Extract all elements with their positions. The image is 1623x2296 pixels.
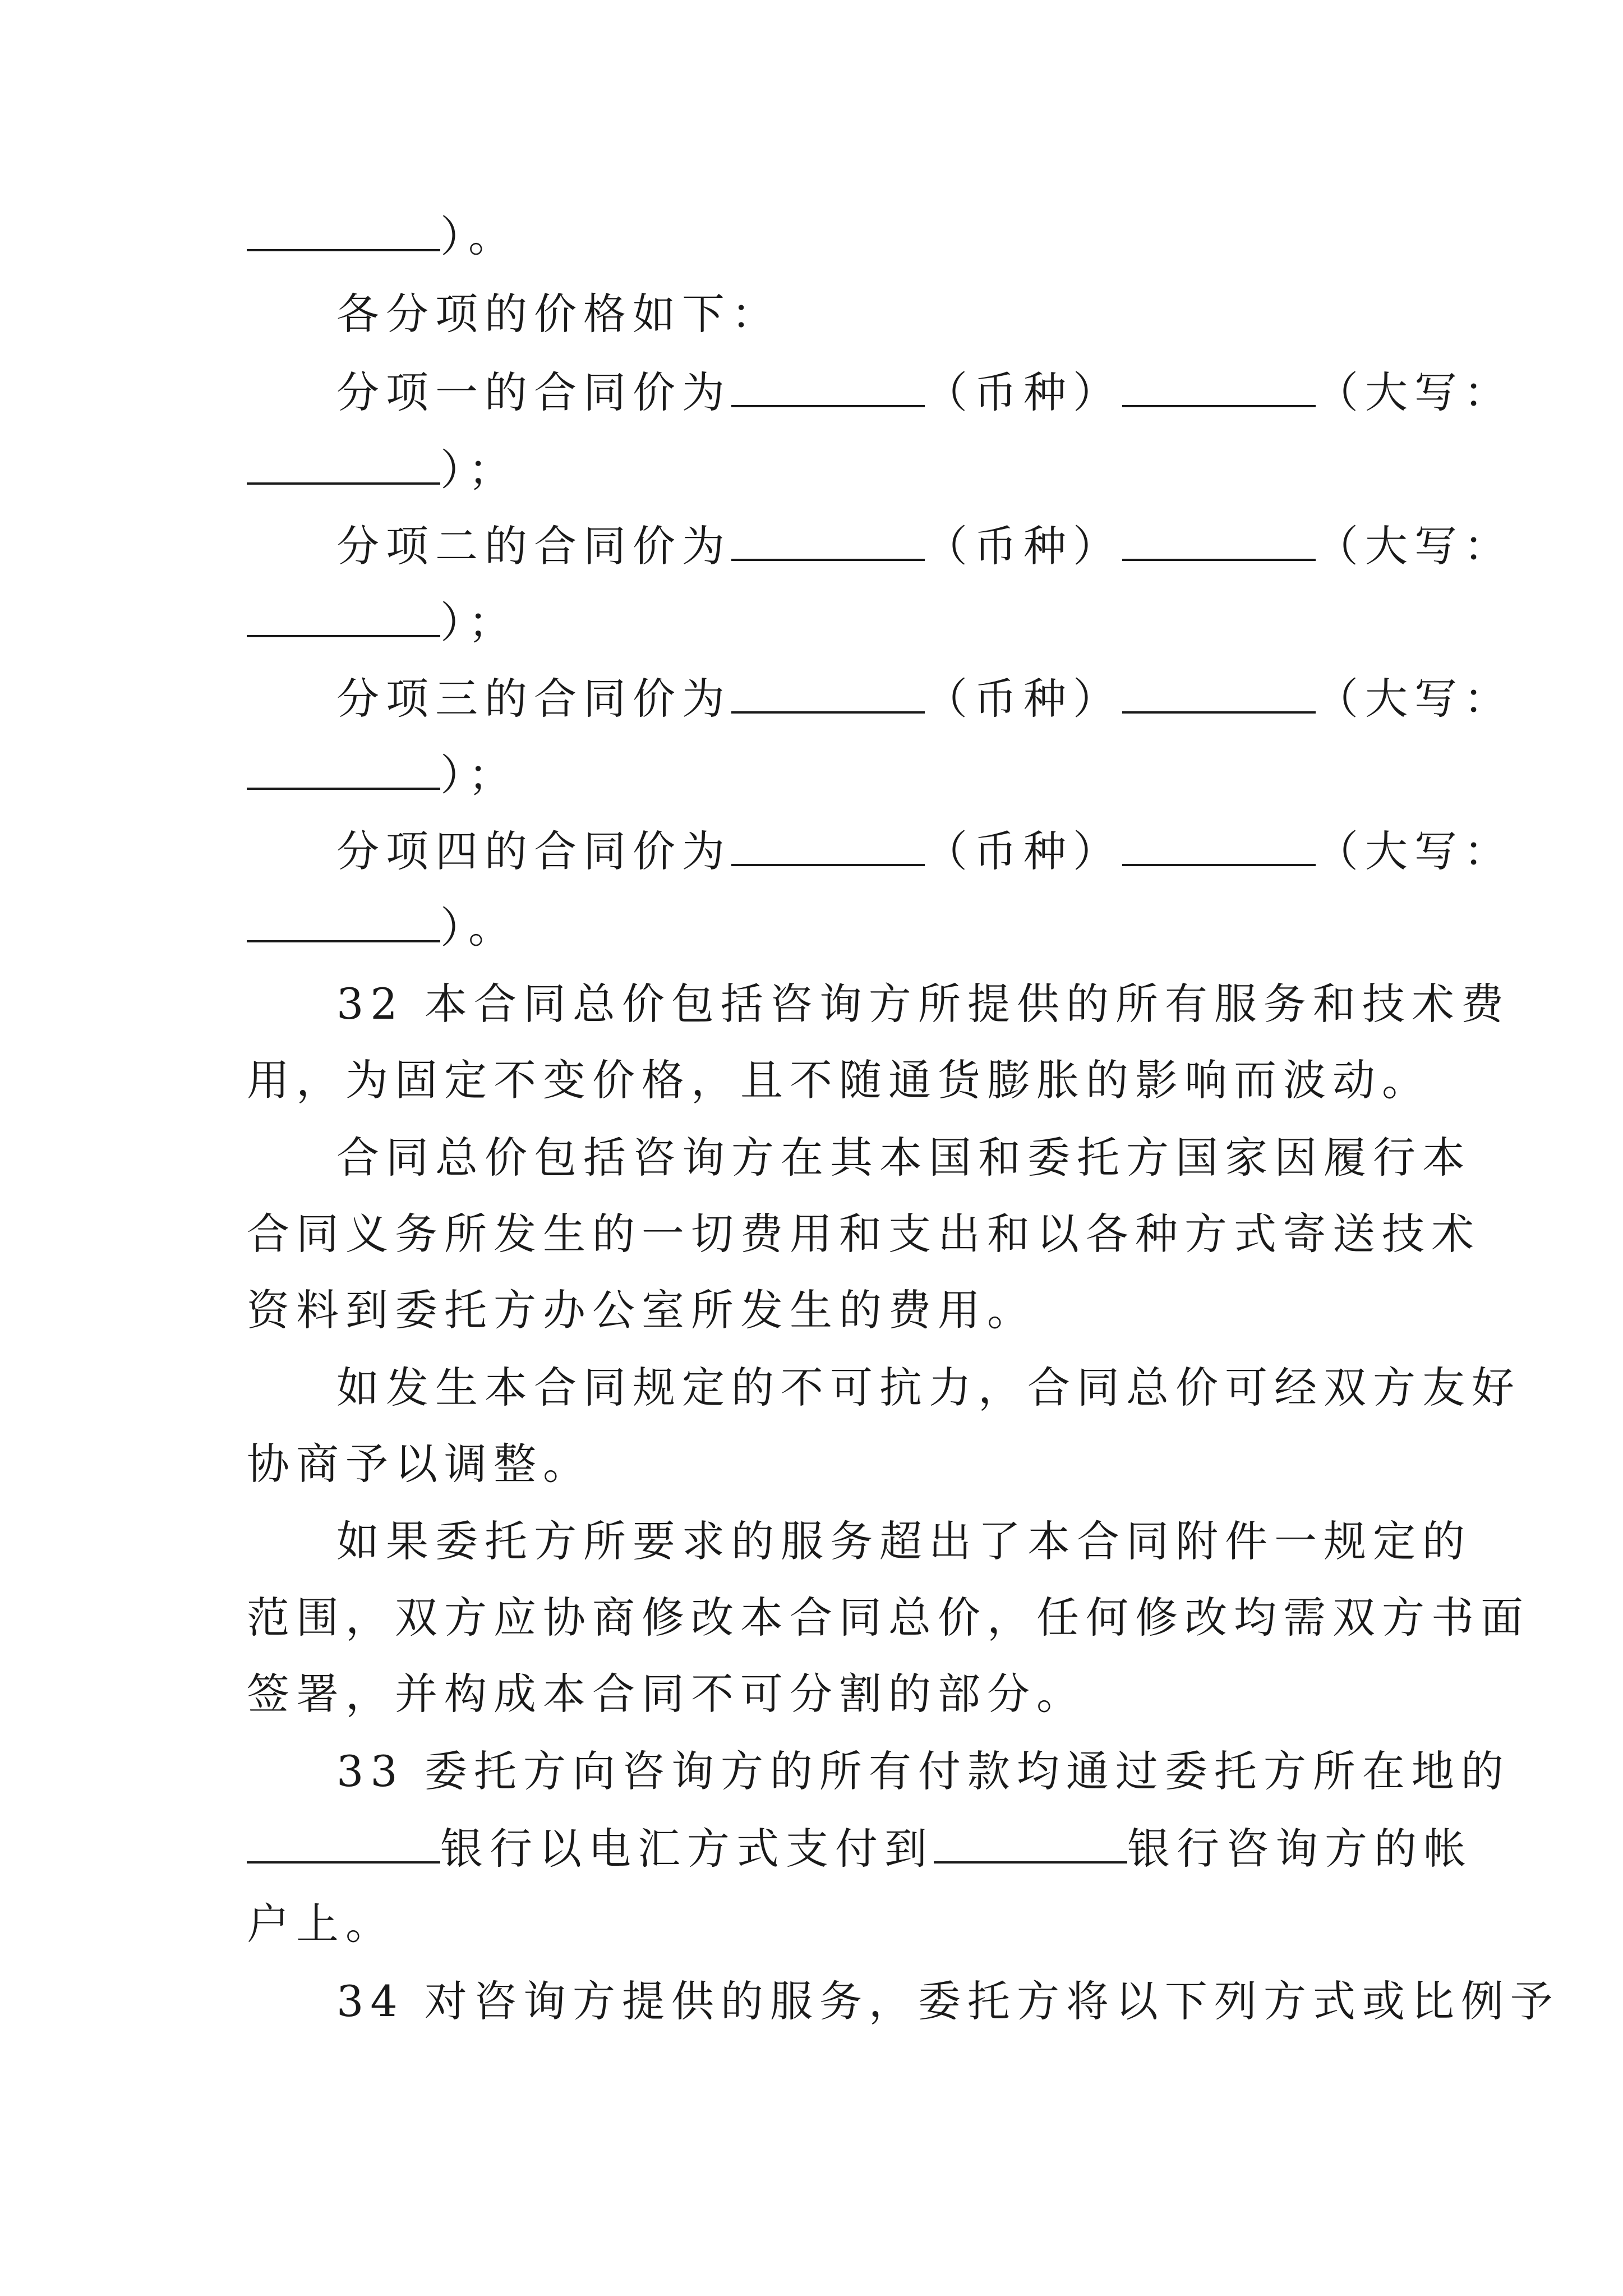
text-line: ）； — [247, 593, 1391, 651]
fill-in-blank[interactable] — [731, 364, 925, 407]
text-line: 分项三的合同价为 （币种） （大写： — [336, 670, 1391, 727]
text-line: 银行以电汇方式支付到 银行咨询方的帐 — [247, 1820, 1391, 1877]
text-line: 分项二的合同价为 （币种） （大写： — [336, 517, 1391, 574]
fill-in-blank[interactable] — [247, 208, 440, 251]
text-line: 34 对咨询方提供的服务，委托方将以下列方式或比例予 — [336, 1976, 1560, 2026]
fill-in-blank[interactable] — [731, 822, 925, 866]
fill-in-blank[interactable] — [247, 746, 440, 790]
text-line: 协商予以调整。 — [247, 1439, 592, 1489]
text-line: 如发生本合同规定的不可抗力，合同总价可经双方友好 — [336, 1363, 1521, 1412]
text-line: ）； — [247, 441, 1391, 498]
fill-in-blank[interactable] — [1122, 670, 1316, 714]
fill-in-blank[interactable] — [1122, 517, 1316, 561]
text-line: ）。 — [247, 899, 1391, 956]
text-line: 签署，并构成本合同不可分割的部分。 — [247, 1669, 1086, 1719]
fill-in-blank[interactable] — [934, 1820, 1127, 1864]
fill-in-blank[interactable] — [247, 441, 440, 485]
text-line: 33 委托方向咨询方的所有付款均通过委托方所在地的 — [336, 1746, 1510, 1796]
fill-in-blank[interactable] — [731, 517, 925, 561]
text-line: 各分项的价格如下： — [336, 289, 781, 339]
text-line: 32 本合同总价包括咨询方所提供的所有服务和技术费 — [336, 979, 1510, 1029]
text-line: ）。 — [247, 208, 1391, 265]
fill-in-blank[interactable] — [1122, 822, 1316, 866]
fill-in-blank[interactable] — [1122, 364, 1316, 407]
text-line: 合同义务所发生的一切费用和支出和以各种方式寄送技术 — [247, 1209, 1481, 1259]
text-line: 合同总价包括咨询方在其本国和委托方国家因履行本 — [336, 1133, 1472, 1182]
fill-in-blank[interactable] — [247, 593, 440, 637]
fill-in-blank[interactable] — [731, 670, 925, 714]
text-line: 分项四的合同价为 （币种） （大写： — [336, 822, 1391, 880]
fill-in-blank[interactable] — [247, 899, 440, 942]
text-line: 资料到委托方办公室所发生的费用。 — [247, 1285, 1036, 1335]
text-line: ）； — [247, 746, 1391, 803]
text-line: 范围，双方应协商修改本合同总价，任何修改均需双方书面 — [247, 1593, 1530, 1642]
fill-in-blank[interactable] — [247, 1820, 440, 1864]
text-line: 用，为固定不变价格，且不随通货膨胀的影响而波动。 — [247, 1055, 1431, 1105]
text-line: 如果委托方所要求的服务超出了本合同附件一规定的 — [336, 1516, 1472, 1566]
text-line: 户上。 — [247, 1899, 395, 1949]
text-line: 分项一的合同价为 （币种） （大写： — [336, 364, 1391, 421]
